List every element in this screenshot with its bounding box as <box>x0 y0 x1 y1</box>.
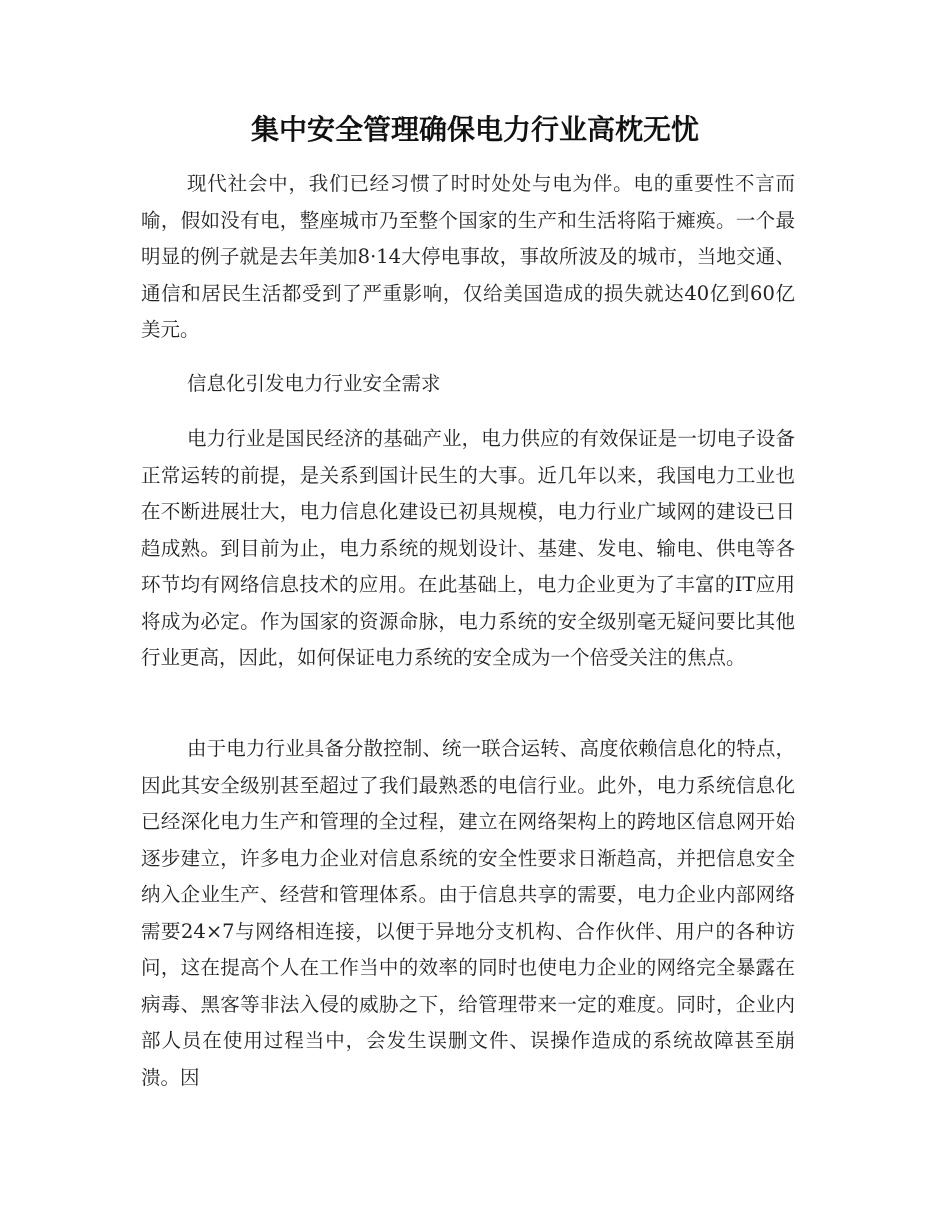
paragraph-security: 由于电力行业具备分散控制、统一联合运转、高度依赖信息化的特点，因此其安全级别甚至超过了我们最熟悉的电信行业。此外，电力系统信息化已经深化电力生产和管理的全过程，建立在网络架构上的跨地区信息网开始逐步建立，许多电力企业对信息系统的安全性要求日渐趋高，并把信息安全纳入企业生产、经营和管理体系。由于信息共享的需要，电力企业内部网络需要24×7与网络相连接，以便于异地分支机构、合作伙伴、用户的各种访问，这在提高个人在工作当中的效率的同时也使电力企业的网络完全暴露在病毒、黑客等非法入侵的威胁之下，给管理带来一定的难度。同时，企业内部人员在使用过程当中，会发生误删文件、误操作造成的系统故障甚至崩溃。因 <box>141 737 795 1089</box>
page-title: 集中安全管理确保电力行业高枕无忧 <box>250 113 699 146</box>
paragraph-industry: 电力行业是国民经济的基础产业，电力供应的有效保证是一切电子设备正常运转的前提，是关系到国计民生的大事。近几年以来，我国电力工业也在不断进展壮大，电力信息化建设已初具规模，电力行业广域网的建设已日趋成熟。到目前为止，电力系统的规划设计、基建、发电、输电、供电等各环节均有网络信息技术的应用。在此基础上，电力企业更为了丰富的IT应用将成为必定。作为国家的资源命脉，电力系统的安全级别毫无疑问要比其他行业更高，因此，如何保证电力系统的安全成为一个倍受关注的焦点。 <box>141 427 795 669</box>
paragraph-intro: 现代社会中，我们已经习惯了时时处处与电为伴。电的重要性不言而喻，假如没有电，整座城市乃至整个国家的生产和生活将陷于瘫痪。一个最明显的例子就是去年美加8·14大停电事故，事故所波及的城市，当地交通、通信和居民生活都受到了严重影响，仅给美国造成的损失就达40亿到60亿美元。 <box>141 172 795 341</box>
section-heading: 信息化引发电力行业安全需求 <box>187 372 441 395</box>
